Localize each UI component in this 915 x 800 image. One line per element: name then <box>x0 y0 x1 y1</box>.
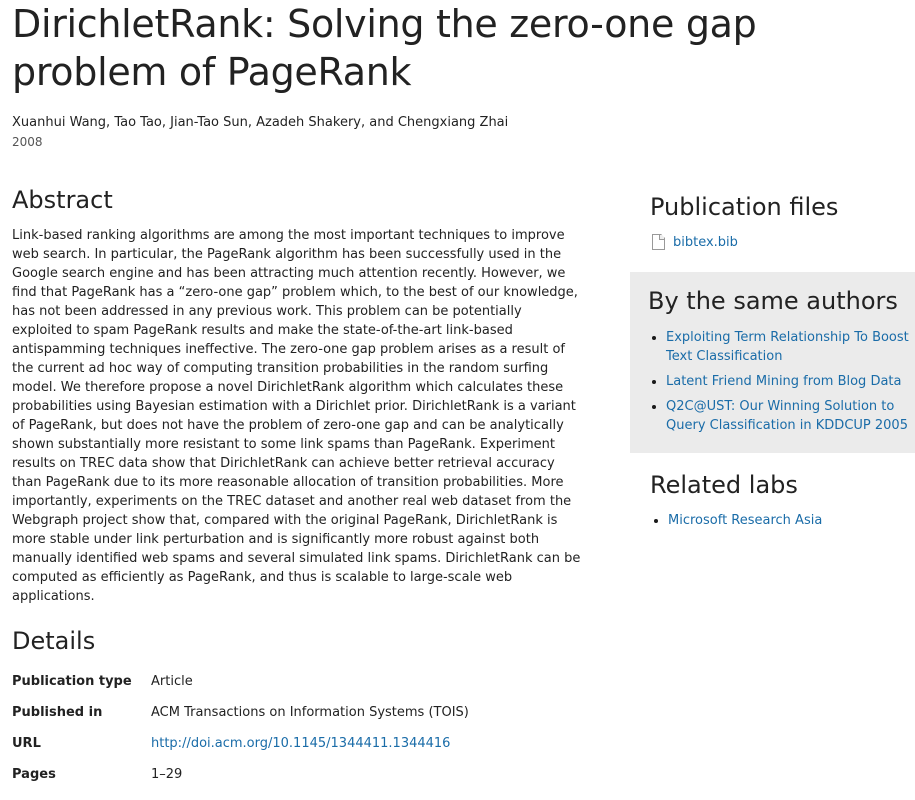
lab-link[interactable]: Microsoft Research Asia <box>668 513 823 528</box>
list-item <box>668 511 822 530</box>
page-title: DirichletRank: Solving the zero-one gap problem of PageRank <box>12 2 757 94</box>
same-authors-list <box>666 328 912 441</box>
details-heading: Details <box>12 627 96 655</box>
same-author-link[interactable]: Latent Friend Mining from Blog Data <box>666 374 902 389</box>
details-key: URL <box>12 736 41 751</box>
details-table <box>12 672 469 796</box>
abstract-heading: Abstract <box>12 186 113 214</box>
details-key: Publication type <box>12 674 132 689</box>
details-value: Article <box>151 674 193 689</box>
details-key: Pages <box>12 767 56 782</box>
details-value: 1–29 <box>151 767 183 782</box>
details-row-pages <box>12 765 469 796</box>
related-labs-heading: Related labs <box>650 471 798 499</box>
list-item <box>666 397 912 435</box>
details-row-published-in <box>12 703 469 734</box>
details-row-publication-type <box>12 672 469 703</box>
file-icon <box>652 234 665 250</box>
details-value: ACM Transactions on Information Systems (TOIS) <box>151 705 469 720</box>
same-author-link[interactable]: Q2C@UST: Our Winning Solution to Query Classification in KDDCUP 2005 <box>666 399 908 433</box>
doi-link[interactable]: http://doi.acm.org/10.1145/1344411.1344416 <box>151 736 451 751</box>
related-labs-list <box>668 511 822 530</box>
details-key: Published in <box>12 705 103 720</box>
publication-file-bibtex <box>652 234 738 250</box>
details-row-url <box>12 734 469 765</box>
abstract-text: Link-based ranking algorithms are among the most important techniques to improve web search. In particular, the PageRank algorithm has been successfully used in the Google search engine and has been attracting much attention recently. However, we find that PageRank has a “zero-one gap” problem which, to the best of our knowledge, has not been addressed in any previous work. This problem can be potentially exploited to spam PageRank results and make the state-of-the-art link-based antispamming techniques ineffective. The zero-one gap problem arises as a result of the current ad hoc way of computing transition probabilities in the random surfing model. We therefore propose a novel DirichletRank algorithm which calculates these probabilities using Bayesian estimation with a Dirichlet prior. DirichletRank is a variant of PageRank, but does not have the problem of zero-one gap and can be analytically shown substantially more resistant to some link spams than PageRank. Experiment results on TREC data show that DirichletRank can achieve better retrieval accuracy than PageRank due to its more reasonable allocation of transition probabilities. More importantly, experiments on the TREC dataset and another real web dataset from the Webgraph project show that, compared with the original PageRank, DirichletRank is more stable under link perturbation and is significantly more robust against both manually identified web spams and several simulated link spams. DirichletRank can be computed as efficiently as PageRank, and thus is scalable to large-scale web applications. <box>12 228 581 604</box>
publication-year: 2008 <box>12 135 43 149</box>
same-author-link[interactable]: Exploiting Term Relationship To Boost Text Classification <box>666 330 909 364</box>
same-authors-heading: By the same authors <box>648 287 898 315</box>
publication-files-heading: Publication files <box>650 193 839 221</box>
authors: Xuanhui Wang, Tao Tao, Jian-Tao Sun, Azadeh Shakery, and Chengxiang Zhai <box>12 115 509 130</box>
same-authors-panel <box>630 272 915 453</box>
list-item <box>666 372 912 391</box>
bibtex-link[interactable]: bibtex.bib <box>673 234 738 250</box>
list-item <box>666 328 912 366</box>
